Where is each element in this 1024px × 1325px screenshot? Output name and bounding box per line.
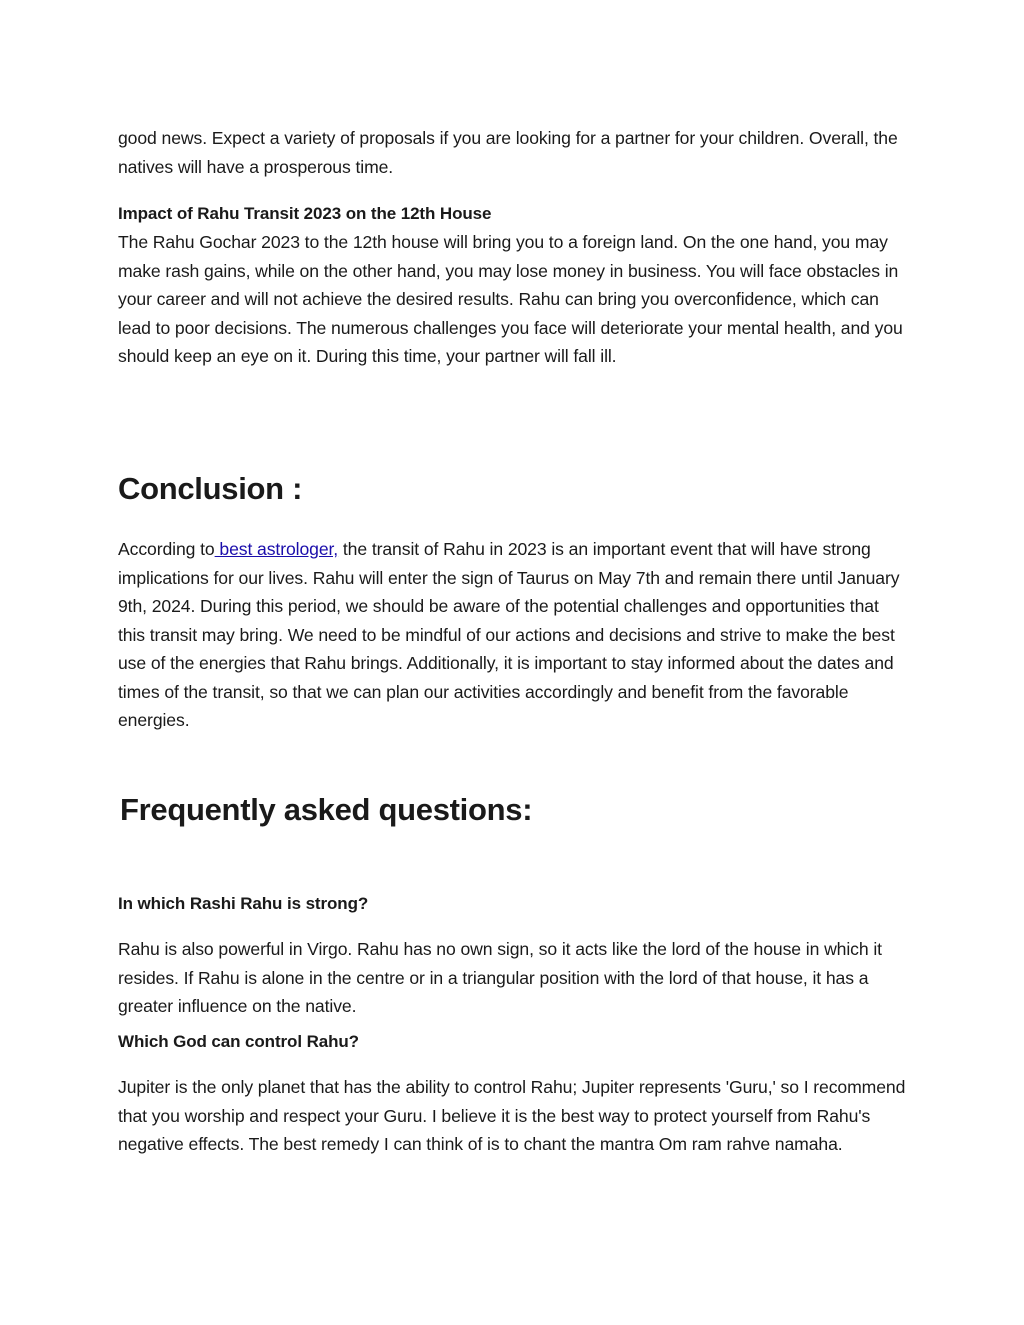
- section-12th-heading: Impact of Rahu Transit 2023 on the 12th House: [118, 204, 492, 223]
- faq-answer: Rahu is also powerful in Virgo. Rahu has no own sign, so it acts like the lord of the house in which it resides. If Rahu is alone in the centre or in a triangular position with the lord of that house, it has a greater influence on the native.: [118, 939, 882, 1016]
- conclusion-heading-block: [118, 469, 908, 509]
- section-12th-house: [118, 200, 908, 371]
- faq-heading: Frequently asked questions:: [120, 792, 533, 827]
- conclusion-body: the transit of Rahu in 2023 is an important event that will have strong implications for our lives. Rahu will enter the sign of Taurus on May 7th and remain there until January 9th, 2024. During this period, we should be aware of the potential challenges and opportunities that this transit may bring. We need to be mindful of our actions and decisions and strive to make the best use of the energies that Rahu brings. Additionally, it is important to stay informed about the dates and times of the transit, so that we can plan our activities accordingly and benefit from the favorable energies.: [118, 539, 900, 730]
- faq-answer: Jupiter is the only planet that has the ability to control Rahu; Jupiter represents 'Guru,' so I recommend that you worship and respect your Guru. I believe it is the best way to protect yourself from Rahu's negative effects. The best remedy I can think of is to chant the mantra Om ram rahve namaha.: [118, 1077, 906, 1154]
- conclusion-paragraph: [118, 535, 908, 735]
- faq-question: Which God can control Rahu?: [118, 1032, 359, 1051]
- conclusion-heading: Conclusion :: [118, 471, 303, 506]
- section-12th-body: The Rahu Gochar 2023 to the 12th house will bring you to a foreign land. On the one hand, you may make rash gains, while on the other hand, you may lose money in business. You will face obstacles in your career and will not achieve the desired results. Rahu can bring you overconfidence, which can lead to poor decisions. The numerous challenges you face will deteriorate your mental health, and you should keep an eye on it. During this time, your partner will fall ill.: [118, 232, 903, 366]
- conclusion-prefix: According to: [118, 539, 215, 559]
- best-astrologer-link[interactable]: best astrologer,: [214, 539, 339, 559]
- intro-paragraph-block: [118, 124, 908, 181]
- faq-item-2: [118, 1028, 908, 1159]
- faq-heading-block: [120, 790, 910, 830]
- conclusion-paragraph-block: [118, 535, 908, 735]
- faq-question: In which Rashi Rahu is strong?: [118, 894, 369, 913]
- intro-paragraph: good news. Expect a variety of proposals if you are looking for a partner for your children. Overall, the natives will have a prosperous time.: [118, 128, 898, 177]
- faq-item-1: [118, 890, 908, 1021]
